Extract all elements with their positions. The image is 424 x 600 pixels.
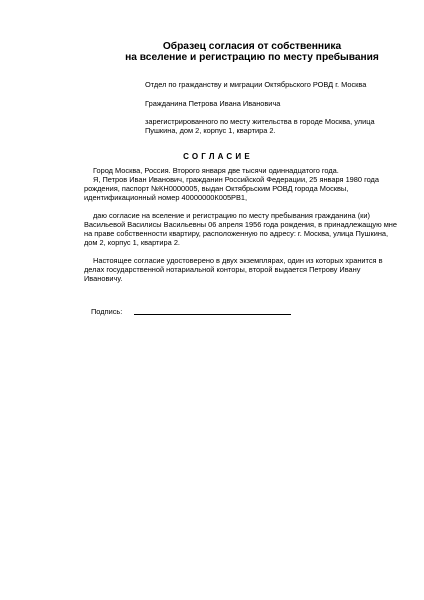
registration-address-line-2: Пушкина, дом 2, корпус 1, квартира 2. bbox=[145, 126, 276, 135]
signature-line bbox=[134, 314, 291, 315]
paragraph-line: Васильевой Василисы Васильевны 06 апреля 1956 года рождения, в принадлежащую мне bbox=[84, 220, 397, 229]
registration-address-line-1: зарегистрированного по месту жительства в городе Москва, улица bbox=[145, 117, 375, 126]
paragraph-line: идентификационный номер 40000000К005РВ1, bbox=[84, 193, 248, 202]
paragraph-line: даю согласие на вселение и регистрацию по месту пребывания гражданина (ки) bbox=[93, 211, 370, 220]
consent-heading: СОГЛАСИЕ bbox=[183, 152, 253, 161]
paragraph-2 bbox=[84, 211, 396, 247]
sender-name: Гражданина Петрова Ивана Ивановича bbox=[145, 99, 281, 108]
paragraph-line: Я, Петров Иван Иванович, гражданин Российской Федерации, 25 января 1980 года bbox=[93, 175, 379, 184]
paragraph-line: дом 2, корпус 1, квартира 2. bbox=[84, 238, 180, 247]
paragraph-3 bbox=[84, 256, 396, 283]
paragraph-line: Город Москва, Россия. Второго января две тысячи одиннадцатого года. bbox=[93, 166, 339, 175]
signature-label: Подпись: bbox=[91, 307, 123, 316]
document-title-line-1: Образец согласия от собственника bbox=[162, 41, 342, 52]
paragraph-line: Настоящее согласие удостоверено в двух экземплярах, один из которых хранится в bbox=[93, 256, 383, 265]
paragraph-1 bbox=[84, 166, 396, 202]
addressee: Отдел по гражданству и миграции Октябрьского РОВД г. Москва bbox=[145, 80, 367, 89]
paragraph-line: делах государственной нотариальной конторы, второй выдается Петрову Ивану bbox=[84, 265, 361, 274]
paragraph-line: рождения, паспорт №КН0000005, выдан Октябрьским РОВД города Москвы, bbox=[84, 184, 349, 193]
paragraph-line: Ивановичу. bbox=[84, 274, 123, 283]
paragraph-line: на праве собственности квартиру, расположенную по адресу: г. Москва, улица Пушкина, bbox=[84, 229, 389, 238]
document-title-line-2: на вселение и регистрацию по месту пребывания bbox=[125, 52, 379, 63]
